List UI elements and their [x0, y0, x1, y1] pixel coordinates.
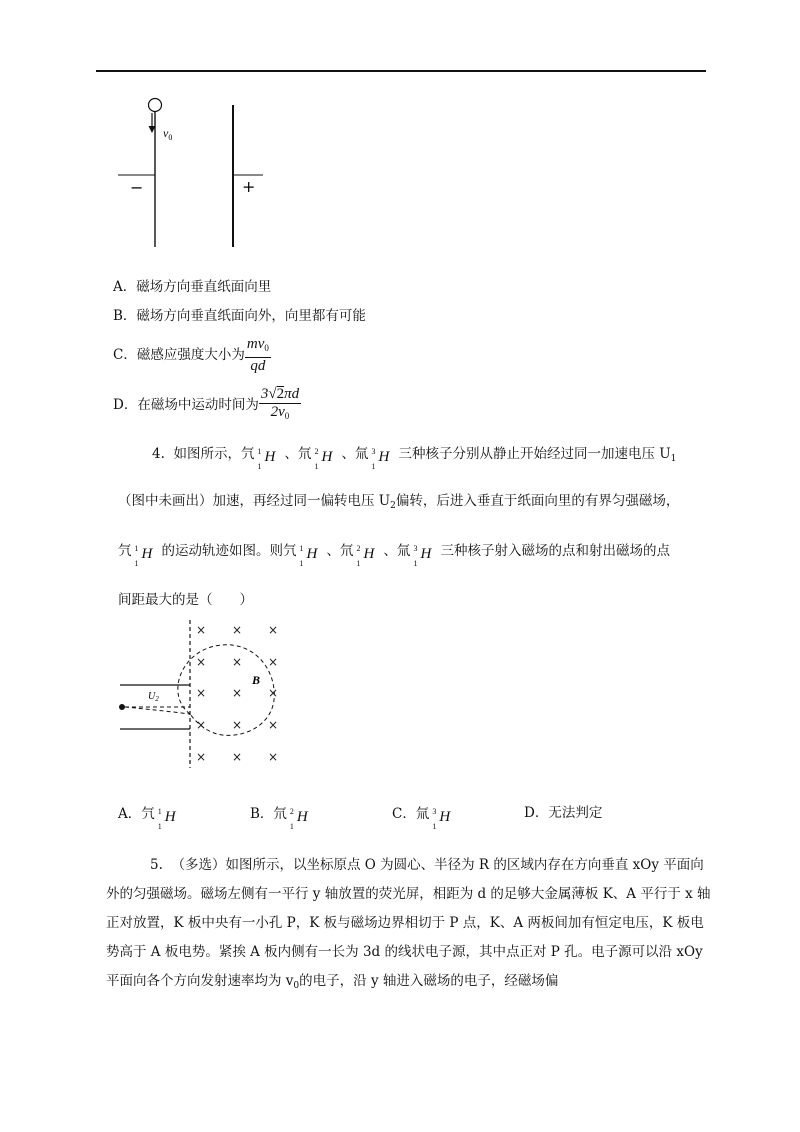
q4-option-b: B．氘 2 1 H	[250, 800, 317, 828]
field-cross: ×	[196, 623, 207, 637]
q4-line-2: （图中未画出）加速，再经过同一偏转电压 $U_2$偏转，后进入垂直于纸面向里的有界匀强磁场，	[118, 493, 680, 511]
q3-option-a: A．磁场方向垂直纸面向里	[113, 279, 272, 295]
magnetic-field-figure	[112, 618, 292, 770]
v0-label: $v_0$	[163, 126, 173, 142]
field-cross: ×	[232, 686, 243, 700]
c-fraction: $\frac{mv_0}{qd}$	[246, 336, 269, 374]
field-cross: ×	[232, 623, 243, 637]
field-cross: ×	[232, 655, 243, 669]
charged-ball	[149, 99, 162, 112]
nuclide-h2: 2 1 H	[289, 807, 308, 831]
nuclide-h1: 1 1 H	[257, 447, 276, 471]
source-dot	[119, 704, 125, 710]
nuclide-h3: 3 1 H	[371, 447, 390, 471]
nuclide-h2: 2 1 H	[314, 447, 333, 471]
field-cross: ×	[268, 655, 279, 669]
field-cross: ×	[232, 750, 243, 764]
nuclide-h3: 3 1 H	[432, 807, 451, 831]
q5-paragraph: 5. （多选）如图所示，以坐标原点 O 为圆心、半径为 R 的区域内存在方向垂直 xOy 平面向外的匀强磁场。磁场左侧有一平行 y 轴放置的荧光屏，相距为 d 的足够大金属薄板 K、A 平行于 x 轴正对放置，K 板中央有一小孔 P，K 板与磁场边界相切于 P 点，K、A 两板间加有恒定电压，K 板电势高于 A 板电势。紧挨 A 板内侧有一长为 3d 的线状电子源，其中点正对 P 孔。电子源可以沿 xOy 平面向各个方向发射速率均为 $v_0$的电子，沿 y 轴进入磁场的电子，经磁场偏	[106, 857, 711, 991]
field-cross: ×	[196, 686, 207, 700]
plus-sign: +	[242, 177, 256, 196]
q3-option-c: C．磁感应强度大小为 $\frac{mv_0}{qd}$	[113, 336, 269, 374]
field-cross: ×	[232, 718, 243, 732]
q4-line-3: 氕 1 1 H 的运动轨迹如图。则氕 1 1 H 、氘 2 1 H 、氚 3 1 H 三种核子射入磁场的点和射出磁场的点	[118, 537, 670, 565]
q5-number: 5.	[150, 857, 163, 873]
b-field-label: B	[252, 673, 261, 687]
field-cross: ×	[268, 686, 279, 700]
nuclide-h1: 1 1 H	[134, 544, 153, 568]
field-cross: ×	[196, 750, 207, 764]
q4-option-d: D．无法判定	[524, 805, 603, 821]
field-cross: ×	[268, 718, 279, 732]
minus-sign: −	[130, 178, 144, 197]
nuclide-h1: 1 1 H	[299, 544, 318, 568]
field-cross: ×	[268, 750, 279, 764]
u2-label: $U_2$	[148, 691, 159, 703]
q4-option-c: C．氚 3 1 H	[392, 800, 459, 828]
q3-option-b: B．磁场方向垂直纸面向外，向里都有可能	[113, 308, 366, 324]
field-cross: ×	[196, 655, 207, 669]
nuclide-h3: 3 1 H	[413, 544, 432, 568]
nuclide-h1: 1 1 H	[157, 807, 176, 831]
q4-line-1: 4. 如图所示，氕 1 1 H 、氘 2 1 H 、氚 3 1 H 三种核子分别从静止开始经过同一加速电压 $U_1$	[152, 440, 676, 473]
nuclide-h2: 2 1 H	[356, 544, 375, 568]
q4-option-a: A．氕 1 1 H	[118, 800, 185, 828]
q3-option-d: D．在磁场中运动时间为 3 √ 2 πd $2v_0$	[113, 384, 301, 426]
field-cross: ×	[268, 623, 279, 637]
plates-figure	[110, 95, 270, 250]
q4-line-4: 间距最大的是（ ）	[118, 592, 253, 608]
field-cross: ×	[196, 718, 207, 732]
d-fraction: 3 √ 2 πd $2v_0$	[260, 386, 300, 421]
header-rule	[96, 70, 706, 72]
q4-number: 4.	[152, 446, 165, 462]
